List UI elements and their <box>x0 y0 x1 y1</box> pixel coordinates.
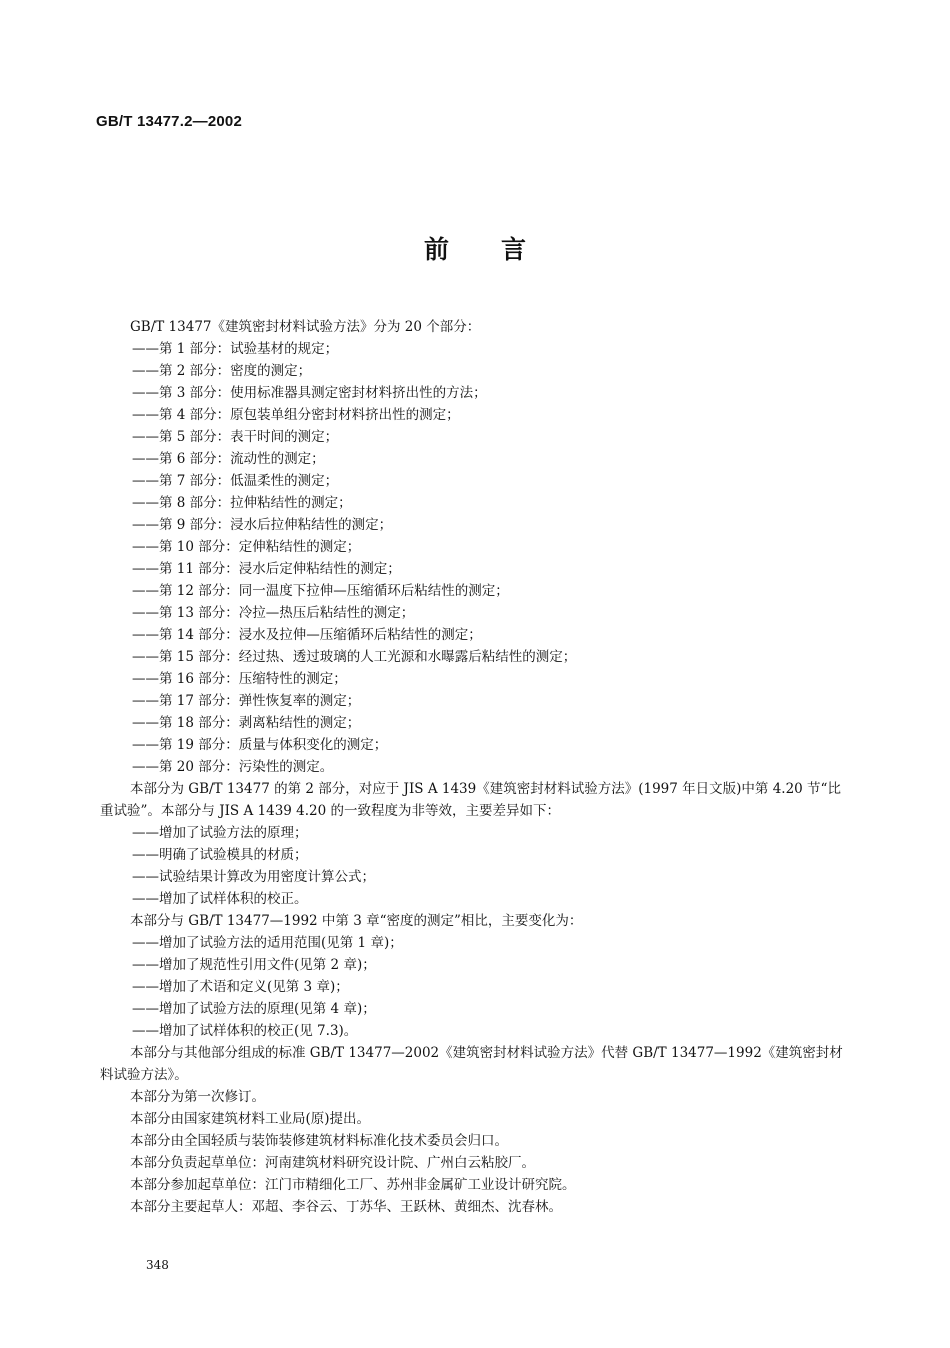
difference-item: ——明确了试验模具的材质； <box>132 847 308 863</box>
foreword-body <box>100 316 848 1218</box>
part-item: ——第 1 部分：试验基材的规定； <box>132 341 339 357</box>
part-item: ——第 17 部分：弹性恢复率的测定； <box>132 693 361 709</box>
difference-item: ——增加了试验方法的原理； <box>132 825 308 841</box>
comparison-paragraph: 本部分与 GB/T 13477—1992 中第 3 章“密度的测定”相比，主要变化为： <box>130 913 583 929</box>
part-item: ——第 6 部分：流动性的测定； <box>132 451 325 467</box>
part-item: ——第 18 部分：剥离粘结性的测定； <box>132 715 361 731</box>
part-item: ——第 10 部分：定伸粘结性的测定； <box>132 539 361 555</box>
part-item: ——第 14 部分：浸水及拉伸—压缩循环后粘结性的测定； <box>132 627 482 643</box>
part-item: ——第 4 部分：原包装单组分密封材料挤出性的测定； <box>132 407 460 423</box>
closing-paragraph: 本部分为第一次修订。 <box>130 1089 265 1105</box>
part-item: ——第 9 部分：浸水后拉伸粘结性的测定； <box>132 517 393 533</box>
difference-item: ——增加了试样体积的校正。 <box>132 891 308 907</box>
replacement-paragraph: 本部分与其他部分组成的标准 GB/T 13477—2002《建筑密封材料试验方法》代替 GB/T 13477—1992《建筑密封材料试验方法》。 <box>100 1045 843 1083</box>
difference-item: ——试验结果计算改为用密度计算公式； <box>132 869 375 885</box>
change-item: ——增加了试样体积的校正(见 7.3)。 <box>132 1023 358 1039</box>
part-item: ——第 8 部分：拉伸粘结性的测定； <box>132 495 352 511</box>
part-item: ——第 3 部分：使用标准器具测定密封材料挤出性的方法； <box>132 385 487 401</box>
change-item: ——增加了规范性引用文件(见第 2 章)； <box>132 957 376 973</box>
intro-paragraph: GB/T 13477《建筑密封材料试验方法》分为 20 个部分： <box>130 319 481 335</box>
page-title <box>0 230 950 266</box>
part-item: ——第 5 部分：表干时间的测定； <box>132 429 339 445</box>
part-item: ——第 11 部分：浸水后定伸粘结性的测定； <box>132 561 401 577</box>
page-number: 348 <box>146 1258 169 1272</box>
part-item: ——第 13 部分：冷拉—热压后粘结性的测定； <box>132 605 415 621</box>
part-item: ——第 16 部分：压缩特性的测定； <box>132 671 347 687</box>
change-item: ——增加了术语和定义(见第 3 章)； <box>132 979 349 995</box>
part-item: ——第 2 部分：密度的测定； <box>132 363 312 379</box>
closing-paragraph: 本部分负责起草单位：河南建筑材料研究设计院、广州白云粘胶厂。 <box>130 1155 535 1171</box>
part-item: ——第 15 部分：经过热、透过玻璃的人工光源和水曝露后粘结性的测定； <box>132 649 577 665</box>
correspondence-paragraph: 本部分为 GB/T 13477 的第 2 部分，对应于 JIS A 1439《建筑密封材料试验方法》(1997 年日文版)中第 4.20 节“比重试验”。本部分与 JIS A 1439 4.20 的一致程度为非等效，主要差异如下： <box>100 781 841 819</box>
title-char-2: 言 <box>501 235 527 264</box>
part-item: ——第 19 部分：质量与体积变化的测定； <box>132 737 388 753</box>
standard-code: GB/T 13477.2—2002 <box>96 113 242 130</box>
part-item: ——第 12 部分：同一温度下拉伸—压缩循环后粘结性的测定； <box>132 583 509 599</box>
closing-paragraph: 本部分由国家建筑材料工业局(原)提出。 <box>130 1111 371 1127</box>
closing-paragraph: 本部分参加起草单位：江门市精细化工厂、苏州非金属矿工业设计研究院。 <box>130 1177 576 1193</box>
closing-paragraph: 本部分主要起草人：邓超、李谷云、丁苏华、王跃林、黄细杰、沈春林。 <box>130 1199 562 1215</box>
change-item: ——增加了试验方法的原理(见第 4 章)； <box>132 1001 376 1017</box>
change-item: ——增加了试验方法的适用范围(见第 1 章)； <box>132 935 403 951</box>
part-item: ——第 20 部分：污染性的测定。 <box>132 759 334 775</box>
closing-paragraph: 本部分由全国轻质与装饰装修建筑材料标准化技术委员会归口。 <box>130 1133 508 1149</box>
part-item: ——第 7 部分：低温柔性的测定； <box>132 473 339 489</box>
title-char-1: 前 <box>423 235 449 264</box>
